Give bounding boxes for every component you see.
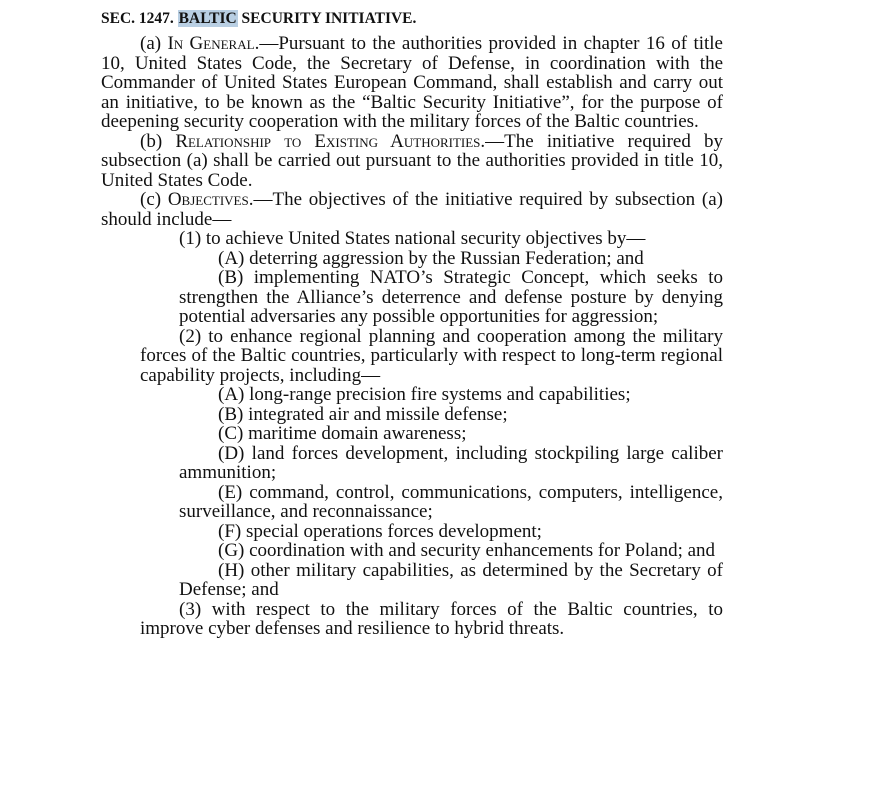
highlighted-word[interactable]: BALTIC [178,10,237,27]
subparagraph-c1B: (B) implementing NATO’s Strategic Concept, which seeks to strengthen the Alliance’s deterrence and defense posture by denying potential adversaries any possible opportunities for aggression; [179,267,723,327]
paragraph-c2: (2) to enhance regional planning and cooperation among the military forces of the Baltic countries, particularly with respect to long-term regional capability projects, including— [140,325,723,386]
subsection-b: (b) Relationship to Existing Authorities.—The initiative required by subsection (a) shall be carried out pursuant to the authorities provided in title 10, United States Code. [101,130,724,191]
section-number: SEC. 1247. [101,10,174,27]
section-heading [101,8,723,30]
subsection-a: (a) In General.—Pursuant to the authorities provided in chapter 16 of title 10, United States Code, the Secretary of Defense, in coordination with the Commander of United States European Command, shall establish and carry out an initiative, to be known as the “Baltic Security Initiative”, for the purpose of deepening security cooperation with the military forces of the Baltic countries. [101,33,723,132]
paragraph-c1: (1) to achieve United States national security objectives by— [179,228,646,249]
subsection-c-heading: Objectives [167,189,249,210]
subparagraph-c2E: (E) command, control, communications, computers, intelligence, surveillance, and reconnaissance; [179,481,723,522]
subparagraph-c1A: (A) deterring aggression by the Russian Federation; and [218,247,644,269]
subparagraph-c2H: (H) other military capabilities, as determined by the Secretary of Defense; and [179,559,723,600]
subparagraph-c2A: (A) long-range precision fire systems and capabilities; [218,384,631,405]
subparagraph-c2G: (G) coordination with and security enhancements for Poland; and [218,540,716,561]
subsection-c: (c) Objectives.—The objectives of the initiative required by subsection (a) should include— [101,189,723,230]
subsection-a-heading: In General [167,33,255,54]
paragraph-c3: (3) with respect to the military forces of the Baltic countries, to improve cyber defenses and resilience to hybrid threats. [140,598,723,639]
subparagraph-c2F: (F) special operations forces development; [218,520,542,542]
subparagraph-c2D: (D) land forces development, including stockpiling large caliber ammunition; [179,442,723,483]
subsection-b-heading: Relationship to Existing Authorities [175,130,481,152]
section-title: SECURITY INITIATIVE. [241,10,417,27]
subparagraph-c2B: (B) integrated air and missile defense; [218,403,508,425]
document-body [101,8,723,639]
subparagraph-c2C: (C) maritime domain awareness; [218,423,467,444]
